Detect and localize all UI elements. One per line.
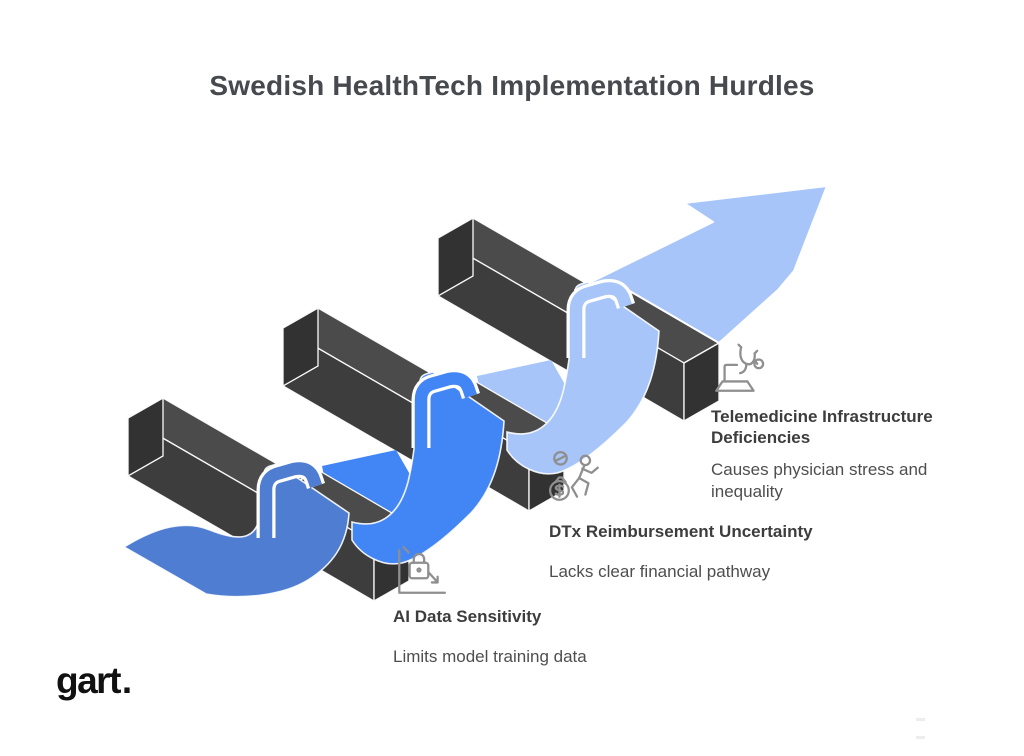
faint-marks bbox=[916, 708, 960, 712]
hurdle-description: Lacks clear financial pathway bbox=[549, 562, 771, 581]
page-title: Swedish HealthTech Implementation Hurdles bbox=[209, 70, 815, 101]
hurdle-title: DTx Reimbursement Uncertainty bbox=[549, 522, 813, 541]
hurdle-title: Telemedicine Infrastructure Deficiencies bbox=[711, 407, 933, 448]
money-runner-icon bbox=[546, 448, 604, 506]
logo-dot: . bbox=[121, 660, 131, 701]
hurdle-description: Limits model training data bbox=[393, 647, 587, 666]
logo bbox=[56, 660, 131, 702]
hurdle-title: AI Data Sensitivity bbox=[393, 607, 542, 626]
lock-data-icon bbox=[391, 541, 449, 599]
hurdle-description: Causes physician stress and inequality bbox=[711, 460, 928, 501]
logo-text: gart bbox=[56, 660, 120, 701]
telemedicine-laptop-icon bbox=[708, 340, 766, 398]
